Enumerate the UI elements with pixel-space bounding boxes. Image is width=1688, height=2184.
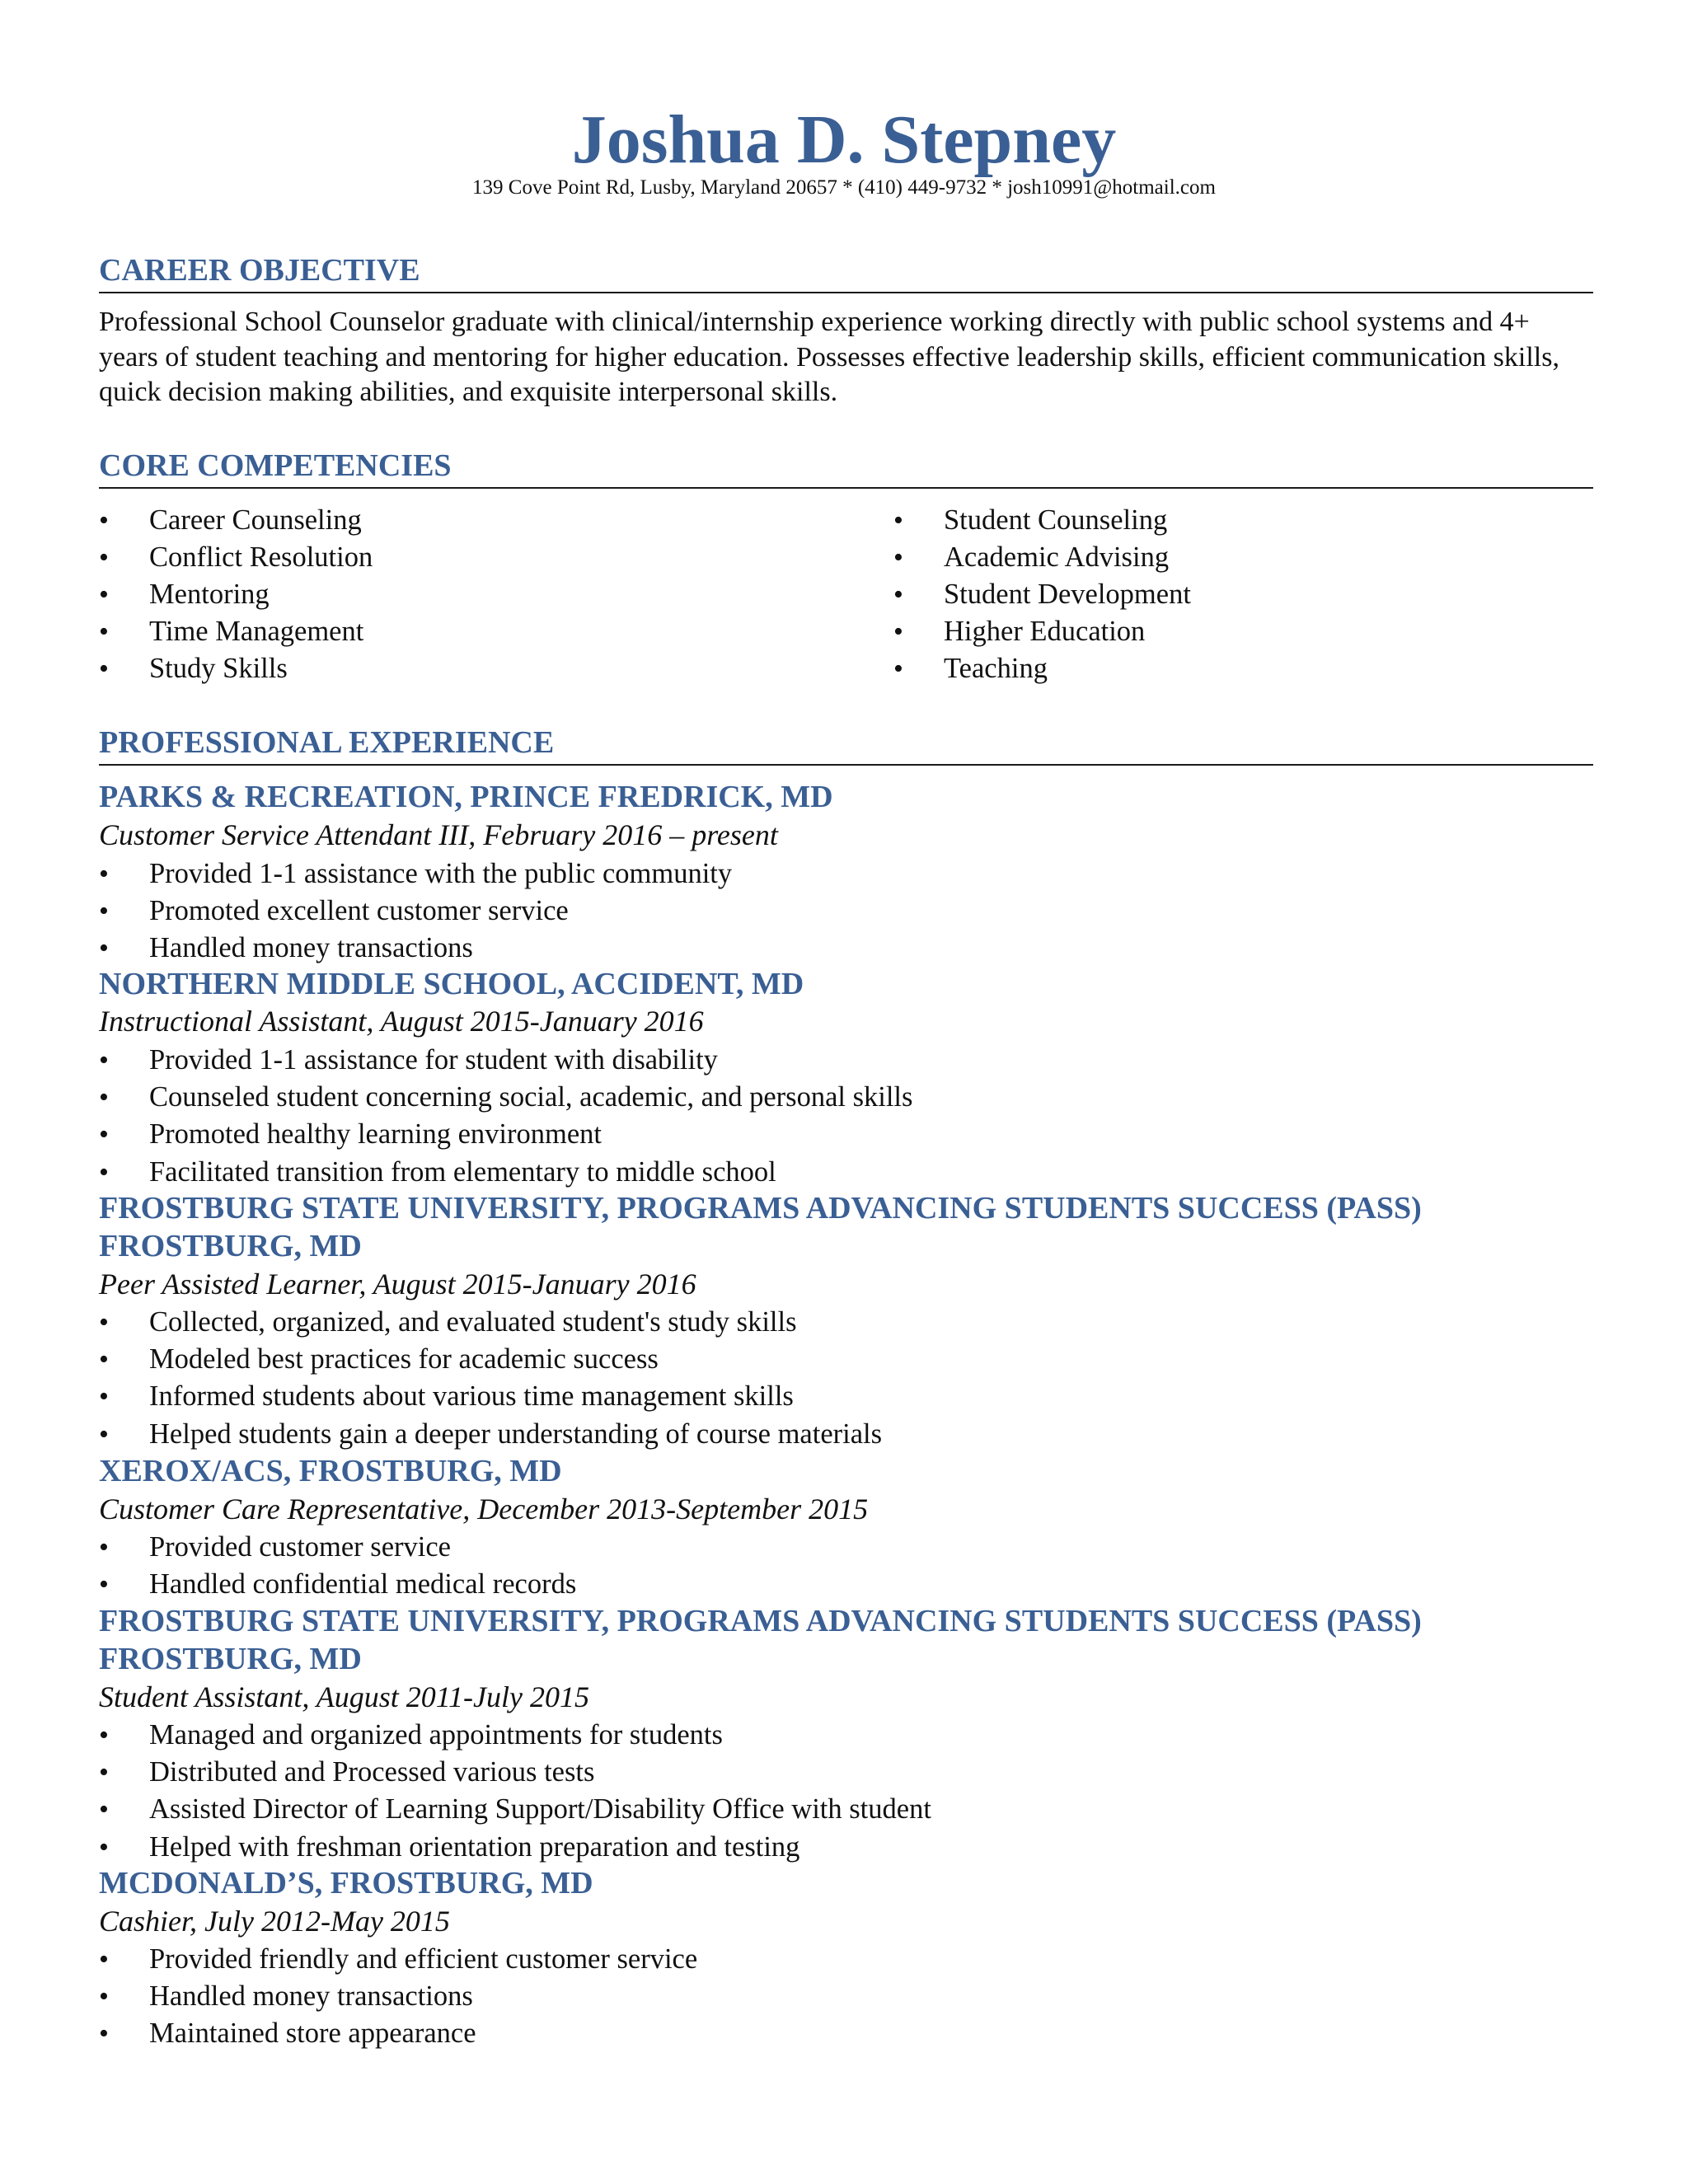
job-role: Customer Care Representative, December 2013-September 2015 [99, 1493, 869, 1526]
duty-item: • Facilitated transition from elementary to middle school [99, 1154, 912, 1191]
job-role: Customer Service Attendant III, February 2016 – present [99, 818, 778, 851]
objective-text: Professional School Counselor graduate with clinical/internship experience working directly with public school systems and 4+ years of student teaching and mentoring for higher education. Possesses effective leadership skills, efficient communication skills, quick decision making abilities, and exquisite interpersonal skills. [99, 307, 1559, 407]
duty-item: • Managed and organized appointments for students [99, 1717, 931, 1754]
competency-item: • Time Management [99, 613, 373, 650]
job-employer-location: FROSTBURG, MD [99, 1642, 362, 1676]
job-employer: MCDONALD’S, FROSTBURG, MD [99, 1866, 593, 1900]
duty-item: • Distributed and Processed various tests [99, 1754, 931, 1791]
duty-item: • Maintained store appearance [99, 2015, 697, 2052]
duty-item: • Provided customer service [99, 1529, 576, 1566]
job-duties-list [99, 1529, 576, 1603]
section-divider [99, 487, 1593, 489]
duty-item: • Handled money transactions [99, 1978, 697, 2015]
duty-item: • Assisted Director of Learning Support/Disability Office with student [99, 1791, 931, 1828]
job-role: Student Assistant, August 2011-July 2015 [99, 1680, 589, 1713]
competencies-left-list [99, 502, 373, 687]
section-title-professional-experience: PROFESSIONAL EXPERIENCE [99, 725, 555, 760]
duty-item: • Handled money transactions [99, 930, 732, 967]
duty-item: • Provided 1-1 assistance for student with disability [99, 1042, 912, 1079]
duty-item: • Provided friendly and efficient customer service [99, 1941, 697, 1978]
job-employer: FROSTBURG STATE UNIVERSITY, PROGRAMS ADVANCING STUDENTS SUCCESS (PASS) [99, 1191, 1422, 1226]
section-divider [99, 764, 1593, 766]
job-employer: PARKS & RECREATION, PRINCE FREDRICK, MD [99, 780, 833, 814]
job-employer: NORTHERN MIDDLE SCHOOL, ACCIDENT, MD [99, 967, 804, 1001]
job-duties-list [99, 855, 732, 968]
competency-item: • Mentoring [99, 576, 373, 613]
duty-item: • Helped students gain a deeper understanding of course materials [99, 1416, 882, 1453]
duty-item: • Collected, organized, and evaluated student's study skills [99, 1304, 882, 1341]
duty-item: • Promoted healthy learning environment [99, 1116, 912, 1153]
competency-item: • Academic Advising [893, 539, 1191, 576]
section-title-core-competencies: CORE COMPETENCIES [99, 448, 452, 483]
competency-item: • Career Counseling [99, 502, 373, 539]
job-employer: FROSTBURG STATE UNIVERSITY, PROGRAMS ADVANCING STUDENTS SUCCESS (PASS) [99, 1604, 1422, 1638]
job-duties-list [99, 1042, 912, 1191]
section-divider [99, 292, 1593, 293]
competency-item: • Study Skills [99, 650, 373, 687]
contact-info: 139 Cove Point Rd, Lusby, Maryland 20657 * (410) 449-9732 * josh10991@hotmail.com [472, 176, 1216, 199]
job-role: Peer Assisted Learner, August 2015-January 2016 [99, 1268, 696, 1301]
duty-item: • Informed students about various time management skills [99, 1378, 882, 1415]
section-title-career-objective: CAREER OBJECTIVE [99, 253, 420, 288]
competency-item: • Teaching [893, 650, 1191, 687]
job-employer-location: FROSTBURG, MD [99, 1229, 362, 1263]
job-employer: XEROX/ACS, FROSTBURG, MD [99, 1454, 562, 1488]
job-role: Instructional Assistant, August 2015-January 2016 [99, 1005, 704, 1038]
duty-item: • Handled confidential medical records [99, 1566, 576, 1603]
duty-item: • Counseled student concerning social, academic, and personal skills [99, 1079, 912, 1116]
competency-item: • Student Development [893, 576, 1191, 613]
duty-item: • Helped with freshman orientation preparation and testing [99, 1829, 931, 1866]
competency-item: • Student Counseling [893, 502, 1191, 539]
competency-item: • Higher Education [893, 613, 1191, 650]
job-duties-list [99, 1304, 882, 1453]
duty-item: • Provided 1-1 assistance with the public community [99, 855, 732, 893]
duty-item: • Promoted excellent customer service [99, 893, 732, 930]
job-role: Cashier, July 2012-May 2015 [99, 1905, 450, 1938]
competencies-right-list [893, 502, 1191, 687]
job-duties-list [99, 1941, 697, 2053]
competency-item: • Conflict Resolution [99, 539, 373, 576]
candidate-name: Joshua D. Stepney [571, 101, 1117, 178]
job-duties-list [99, 1717, 931, 1866]
duty-item: • Modeled best practices for academic success [99, 1341, 882, 1378]
